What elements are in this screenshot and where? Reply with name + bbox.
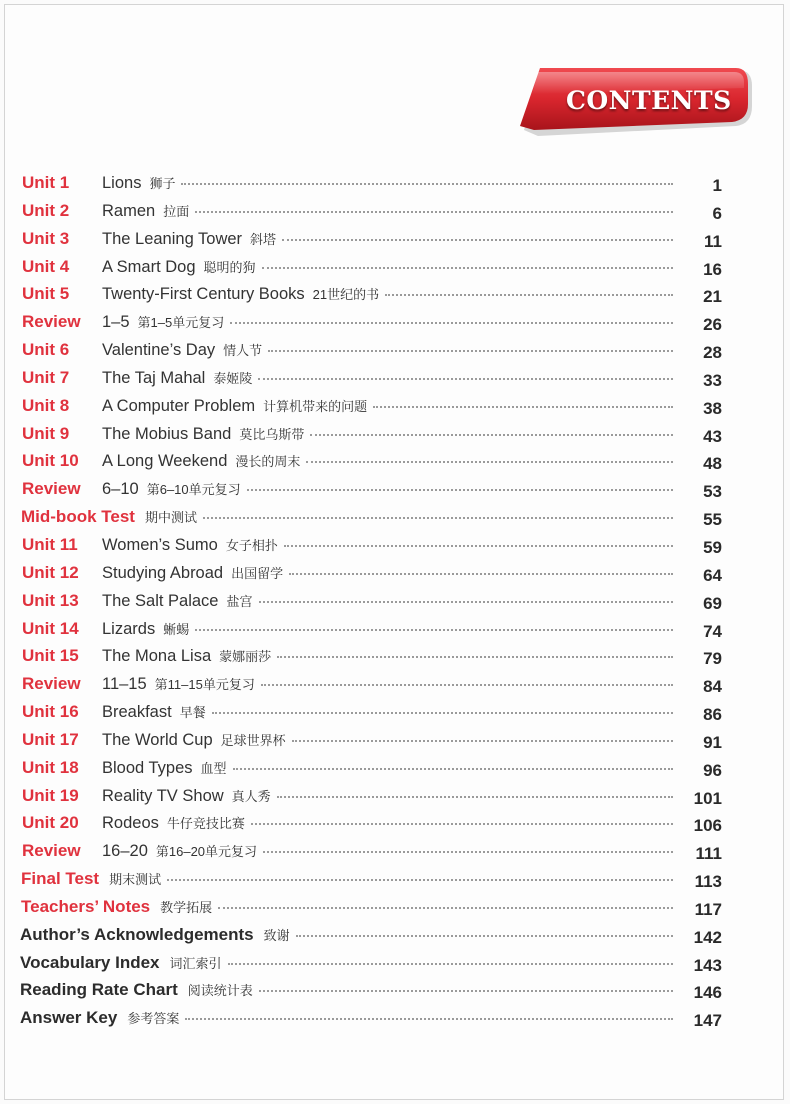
toc-entry-chinese: 期末测试	[109, 872, 162, 888]
toc-entry-chinese: 牛仔竞技比赛	[166, 816, 245, 832]
toc-entry[interactable]	[0, 893, 790, 921]
toc-entry-page-number: 21	[703, 287, 722, 307]
toc-entry-label: Unit 19	[22, 785, 79, 805]
toc-entry-chinese: 第11–15单元复习	[154, 677, 255, 693]
toc-entry-chinese: 莫比乌斯带	[239, 426, 305, 442]
toc-entry-english: The Mobius Band	[102, 424, 232, 443]
dot-leader	[306, 460, 673, 463]
toc-entry-title	[102, 366, 675, 391]
toc-entry-label: Review	[22, 841, 81, 861]
toc-entry-title	[102, 700, 675, 725]
toc-entry-title	[102, 394, 675, 419]
toc-entry[interactable]	[0, 642, 790, 670]
toc-entry[interactable]	[0, 587, 790, 615]
toc-entry-label: Author’s Acknowledgements	[20, 924, 254, 944]
toc-entry-label: Review	[22, 479, 81, 499]
dot-leader	[268, 349, 673, 352]
toc-entry[interactable]	[0, 837, 790, 865]
dot-leader	[259, 600, 674, 603]
toc-entry[interactable]	[0, 392, 790, 420]
toc-entry-english: The Taj Mahal	[102, 368, 206, 387]
toc-entry-page-number: 74	[703, 621, 722, 641]
toc-entry-page-number: 84	[703, 677, 722, 697]
toc-entry[interactable]	[0, 559, 790, 587]
dot-leader	[277, 655, 673, 658]
toc-entry-label: Unit 13	[22, 590, 79, 610]
toc-entry[interactable]	[0, 475, 790, 503]
toc-entry-title	[102, 310, 675, 335]
dot-leader	[282, 238, 673, 241]
toc-entry-title	[21, 505, 675, 530]
toc-entry-chinese: 第16–20单元复习	[155, 844, 258, 860]
toc-entry-english: Twenty-First Century Books	[102, 285, 305, 304]
dot-leader	[233, 767, 673, 770]
toc-entry-title	[102, 672, 675, 697]
dot-leader	[373, 405, 673, 408]
toc-entry-page-number: 79	[703, 649, 722, 669]
toc-entry-title	[21, 895, 675, 920]
toc-entry-english: Valentine’s Day	[102, 341, 216, 360]
toc-entry-chinese: 蜥蜴	[163, 621, 190, 637]
toc-entry-chinese: 阅读统计表	[187, 983, 253, 999]
dot-leader	[251, 822, 673, 825]
toc-entry-label: Unit 16	[22, 702, 79, 722]
toc-entry-english: The Leaning Tower	[102, 229, 243, 248]
toc-entry-english: Ramen	[102, 201, 156, 220]
toc-entry-label: Review	[22, 674, 81, 694]
dot-leader	[292, 739, 673, 742]
toc-entry[interactable]	[0, 754, 790, 782]
toc-entry-english: 16–20	[102, 842, 148, 861]
toc-entry-label: Review	[22, 312, 81, 332]
dot-leader	[310, 433, 673, 436]
dot-leader	[228, 962, 673, 965]
toc-entry-title	[20, 923, 675, 948]
toc-entry-label: Unit 1	[22, 173, 70, 192]
toc-entry-page-number: 69	[703, 593, 722, 613]
toc-entry-label: Unit 6	[22, 340, 70, 360]
toc-entry-title	[102, 422, 675, 447]
toc-entry-page-number: 33	[703, 370, 722, 390]
toc-entry-label: Unit 14	[22, 618, 79, 638]
dot-leader	[263, 850, 673, 853]
toc-entry-english: The Mona Lisa	[102, 647, 212, 666]
toc-entry-title	[102, 255, 675, 280]
toc-entry-label: Unit 9	[22, 423, 70, 443]
toc-entry-page-number: 142	[693, 927, 722, 947]
toc-entry-english: Lizards	[102, 619, 156, 638]
toc-entry-english: Blood Types	[102, 758, 193, 777]
toc-entry-page-number: 86	[703, 705, 722, 725]
dot-leader	[181, 182, 673, 185]
toc-entry[interactable]	[0, 976, 790, 1004]
toc-entry-title	[102, 561, 675, 586]
toc-entry-english: Women’s Sumo	[102, 535, 218, 554]
toc-entry-title	[102, 171, 675, 196]
toc-entry-english: Rodeos	[102, 814, 159, 833]
toc-entry-title	[102, 784, 675, 809]
toc-entry[interactable]	[0, 364, 790, 392]
toc-entry-chinese: 21世纪的书	[312, 287, 380, 303]
toc-entry-title	[102, 227, 675, 252]
dot-leader	[212, 711, 673, 714]
toc-entry-label: Unit 12	[22, 562, 79, 582]
toc-entry[interactable]	[0, 336, 790, 364]
toc-entry-chinese: 真人秀	[231, 788, 271, 804]
table-of-contents	[0, 169, 790, 1032]
toc-entry-label: Unit 8	[22, 395, 70, 415]
toc-entry-page-number: 113	[694, 872, 722, 892]
toc-entry-title	[20, 951, 675, 976]
toc-entry-page-number: 146	[693, 983, 722, 1003]
toc-entry-page-number: 117	[694, 899, 722, 919]
toc-entry-page-number: 16	[703, 259, 722, 279]
toc-entry-page-number: 106	[693, 816, 722, 836]
toc-entry[interactable]	[0, 169, 790, 197]
toc-entry-english: 6–10	[102, 480, 139, 499]
toc-entry-page-number: 28	[703, 343, 722, 363]
toc-entry-page-number: 53	[703, 482, 722, 502]
toc-entry[interactable]	[0, 280, 790, 308]
toc-entry-page-number: 48	[703, 454, 722, 474]
toc-entry-chinese: 女子相扑	[225, 537, 278, 553]
toc-entry-title	[102, 589, 675, 614]
toc-entry-english: Lions	[102, 174, 142, 192]
toc-entry-chinese: 词汇索引	[169, 955, 222, 971]
toc-entry-english: Reality TV Show	[102, 786, 224, 805]
toc-entry-english: 11–15	[102, 675, 147, 694]
toc-entry-chinese: 第1–5单元复习	[137, 315, 225, 331]
dot-leader	[167, 878, 673, 881]
toc-entry-english: A Long Weekend	[102, 452, 228, 471]
dot-leader	[259, 989, 673, 992]
toc-entry-english: Breakfast	[102, 703, 172, 722]
toc-entry-title	[20, 978, 675, 1003]
toc-entry-title	[102, 449, 675, 474]
toc-entry-label: Mid-book Test	[21, 507, 135, 527]
toc-entry-title	[20, 1006, 675, 1031]
toc-entry[interactable]	[0, 1004, 790, 1032]
dot-leader	[203, 516, 673, 519]
toc-entry-label: Unit 11	[22, 534, 78, 554]
dot-leader	[289, 572, 673, 575]
toc-entry-page-number: 26	[703, 315, 722, 335]
toc-entry-label: Unit 3	[22, 228, 70, 248]
toc-entry-english: Studying Abroad	[102, 563, 224, 582]
toc-entry-page-number: 147	[693, 1011, 722, 1031]
contents-title: CONTENTS	[566, 86, 732, 115]
dot-leader	[262, 266, 673, 269]
toc-entry-page-number: 111	[695, 844, 722, 864]
toc-entry-title	[102, 839, 675, 864]
toc-entry-label: Reading Rate Chart	[20, 980, 178, 1000]
toc-entry-label: Final Test	[21, 869, 100, 889]
toc-entry-page-number: 143	[693, 955, 722, 975]
dot-leader	[284, 544, 673, 547]
toc-entry[interactable]	[0, 420, 790, 448]
toc-entry-page-number: 55	[703, 510, 722, 530]
dot-leader	[195, 628, 673, 631]
toc-entry-label: Unit 2	[22, 200, 70, 220]
toc-entry-page-number: 38	[703, 398, 722, 418]
dot-leader	[230, 321, 673, 324]
toc-entry[interactable]	[0, 531, 790, 559]
toc-entry-label: Unit 10	[22, 451, 79, 471]
toc-entry-chinese: 斜塔	[250, 231, 277, 247]
dot-leader	[258, 377, 673, 380]
toc-entry-label: Unit 17	[22, 729, 79, 749]
dot-leader	[218, 906, 673, 909]
toc-entry-chinese: 第6–10单元复习	[146, 482, 241, 498]
toc-entry-chinese: 早餐	[179, 705, 206, 721]
toc-entry[interactable]	[0, 197, 790, 225]
toc-entry[interactable]	[0, 809, 790, 837]
toc-entry-chinese: 蒙娜丽莎	[219, 649, 272, 665]
toc-entry[interactable]	[0, 615, 790, 643]
toc-entry-chinese: 泰姬陵	[213, 370, 253, 386]
toc-entry-label: Vocabulary Index	[20, 952, 160, 972]
toc-entry-label: Unit 15	[22, 646, 79, 666]
toc-entry-chinese: 拉面	[163, 203, 190, 219]
toc-entry[interactable]	[0, 253, 790, 281]
dot-leader	[185, 1017, 673, 1020]
toc-entry-title	[21, 867, 675, 892]
toc-entry-chinese: 聪明的狗	[203, 259, 256, 275]
toc-entry-page-number: 1	[712, 176, 722, 195]
toc-entry-chinese: 计算机带来的问题	[263, 398, 368, 414]
toc-entry-page-number: 43	[703, 426, 722, 446]
toc-entry-english: 1–5	[102, 313, 130, 332]
toc-entry-page-number: 59	[703, 537, 722, 557]
toc-entry-title	[102, 644, 675, 669]
toc-entry-label: Unit 4	[22, 256, 70, 276]
dot-leader	[261, 683, 673, 686]
toc-entry-title	[102, 533, 675, 558]
toc-entry-label: Unit 7	[22, 367, 70, 387]
toc-entry-page-number: 11	[704, 231, 722, 251]
toc-entry[interactable]	[0, 782, 790, 810]
toc-entry-title	[102, 811, 675, 836]
toc-entry[interactable]	[0, 447, 790, 475]
toc-entry[interactable]	[0, 503, 790, 531]
dot-leader	[247, 488, 673, 491]
toc-entry-title	[102, 477, 675, 502]
toc-entry-title	[102, 282, 675, 307]
toc-entry-chinese: 致谢	[263, 927, 290, 943]
toc-entry-title	[102, 199, 675, 224]
dot-leader	[385, 293, 673, 296]
dot-leader	[296, 934, 673, 937]
toc-entry-page-number: 6	[712, 203, 722, 223]
toc-entry-label: Teachers’ Notes	[21, 896, 151, 916]
toc-entry-title	[102, 617, 675, 642]
dot-leader	[277, 795, 673, 798]
toc-entry-label: Unit 5	[22, 284, 70, 304]
toc-entry-page-number: 101	[693, 788, 722, 808]
toc-entry-chinese: 教学拓展	[160, 899, 213, 915]
toc-entry[interactable]	[0, 726, 790, 754]
toc-entry-title	[102, 728, 675, 753]
toc-entry[interactable]	[0, 921, 790, 949]
toc-entry[interactable]	[0, 670, 790, 698]
toc-entry-chinese: 足球世界杯	[220, 732, 286, 748]
toc-entry-label: Unit 20	[22, 813, 79, 833]
toc-entry-chinese: 情人节	[223, 343, 263, 359]
toc-entry[interactable]	[0, 949, 790, 977]
toc-entry-chinese: 狮子	[149, 176, 176, 191]
toc-entry-title	[102, 756, 675, 781]
dot-leader	[195, 210, 673, 213]
toc-entry-page-number: 91	[703, 732, 722, 752]
toc-entry-title	[102, 338, 675, 363]
toc-entry-chinese: 漫长的周末	[235, 454, 301, 470]
toc-entry-english: A Computer Problem	[102, 396, 256, 415]
toc-entry-chinese: 参考答案	[127, 1011, 180, 1027]
toc-entry-chinese: 血型	[200, 760, 227, 776]
toc-entry-english: A Smart Dog	[102, 257, 196, 276]
toc-entry-label: Answer Key	[20, 1008, 118, 1028]
toc-entry[interactable]	[0, 865, 790, 893]
toc-entry[interactable]	[0, 308, 790, 336]
toc-entry-label: Unit 18	[22, 757, 79, 777]
toc-entry-chinese: 出国留学	[231, 565, 284, 581]
toc-entry-english: The Salt Palace	[102, 591, 219, 610]
toc-entry-page-number: 96	[703, 760, 722, 780]
toc-entry-english: The World Cup	[102, 730, 213, 749]
toc-entry-chinese: 盐宫	[226, 593, 253, 609]
toc-entry-page-number: 64	[703, 565, 722, 585]
toc-entry[interactable]	[0, 698, 790, 726]
toc-entry[interactable]	[0, 225, 790, 253]
toc-entry-chinese: 期中测试	[144, 510, 197, 526]
